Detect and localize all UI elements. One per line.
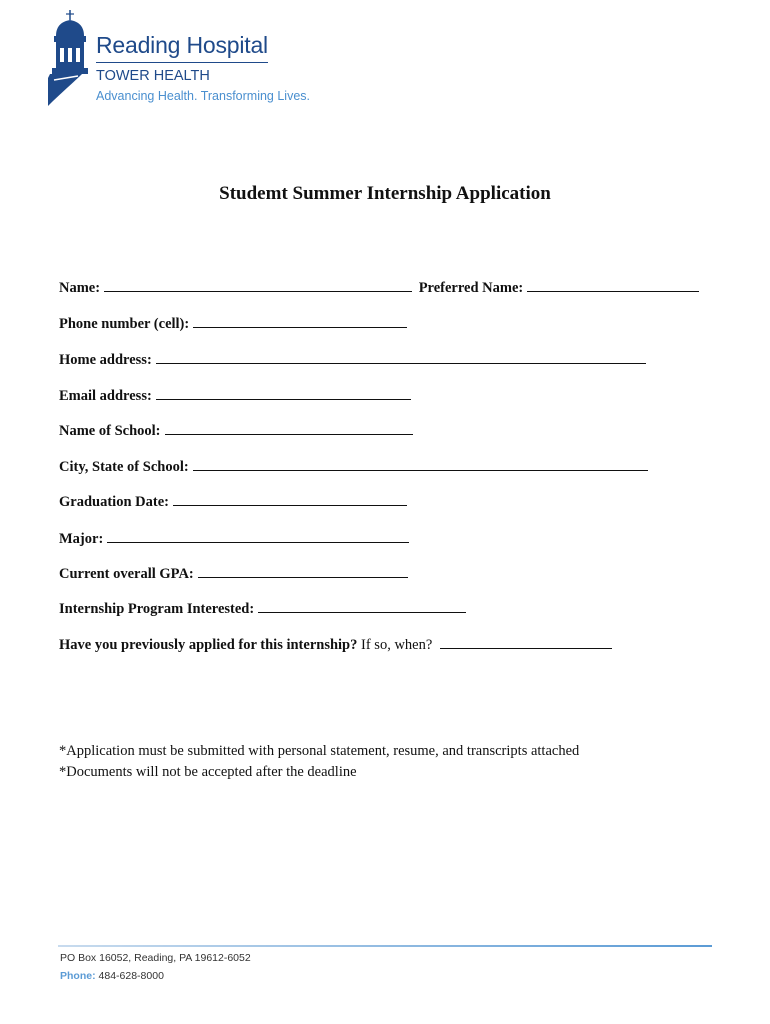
program-label: Internship Program Interested: xyxy=(59,601,255,617)
email-field[interactable] xyxy=(156,385,411,400)
major-field[interactable] xyxy=(107,528,409,543)
note-item: *Application must be submitted with personal statement, resume, and transcripts attached xyxy=(59,743,580,759)
email-label: Email address: xyxy=(59,388,152,404)
previously-applied-label: Have you previously applied for this internship? xyxy=(59,637,358,653)
city-state-label: City, State of School: xyxy=(59,459,189,475)
previously-applied-followup: If so, when? xyxy=(361,637,433,653)
school-field[interactable] xyxy=(165,420,413,435)
gpa-label: Current overall GPA: xyxy=(59,566,194,582)
hospital-tower-icon xyxy=(44,8,96,108)
program-field[interactable] xyxy=(258,598,466,613)
preferred-name-field[interactable] xyxy=(527,277,699,292)
gpa-row xyxy=(59,563,408,583)
name-row xyxy=(59,277,699,297)
reading-hospital-logo xyxy=(44,8,314,108)
form-title: Studemt Summer Internship Application xyxy=(219,183,551,204)
footer-divider xyxy=(58,945,712,947)
city-state-field[interactable] xyxy=(193,456,648,471)
email-row xyxy=(59,385,411,405)
brand-name: Reading Hospital xyxy=(96,32,268,58)
home-address-row xyxy=(59,349,646,369)
phone-label: Phone number (cell): xyxy=(59,316,190,332)
school-row xyxy=(59,420,413,440)
footer-phone-label: Phone: xyxy=(60,970,96,982)
name-field[interactable] xyxy=(104,277,412,292)
gpa-field[interactable] xyxy=(198,563,408,578)
graduation-label: Graduation Date: xyxy=(59,494,169,510)
home-address-label: Home address: xyxy=(59,352,152,368)
preferred-name-label: Preferred Name: xyxy=(418,280,524,296)
school-label: Name of School: xyxy=(59,423,161,439)
phone-row xyxy=(59,313,407,333)
note-item: *Documents will not be accepted after the deadline xyxy=(59,764,357,780)
footer-phone-row xyxy=(60,970,164,982)
brand-subtitle: TOWER HEALTH xyxy=(96,68,210,84)
footer-phone[interactable]: 484-628-8000 xyxy=(98,970,164,982)
home-address-field[interactable] xyxy=(156,349,646,364)
brand-tagline: Advancing Health. Transforming Lives. xyxy=(96,89,310,103)
previously-applied-field[interactable] xyxy=(440,634,612,649)
name-label: Name: xyxy=(59,280,101,296)
major-label: Major: xyxy=(59,531,104,547)
graduation-field[interactable] xyxy=(173,491,407,506)
previously-applied-row xyxy=(59,634,612,654)
phone-field[interactable] xyxy=(193,313,407,328)
graduation-row xyxy=(59,491,407,511)
city-state-row xyxy=(59,456,648,476)
footer-address: PO Box 16052, Reading, PA 19612-6052 xyxy=(60,952,251,964)
major-row xyxy=(59,528,409,548)
program-row xyxy=(59,598,466,618)
brand-divider xyxy=(96,62,268,63)
